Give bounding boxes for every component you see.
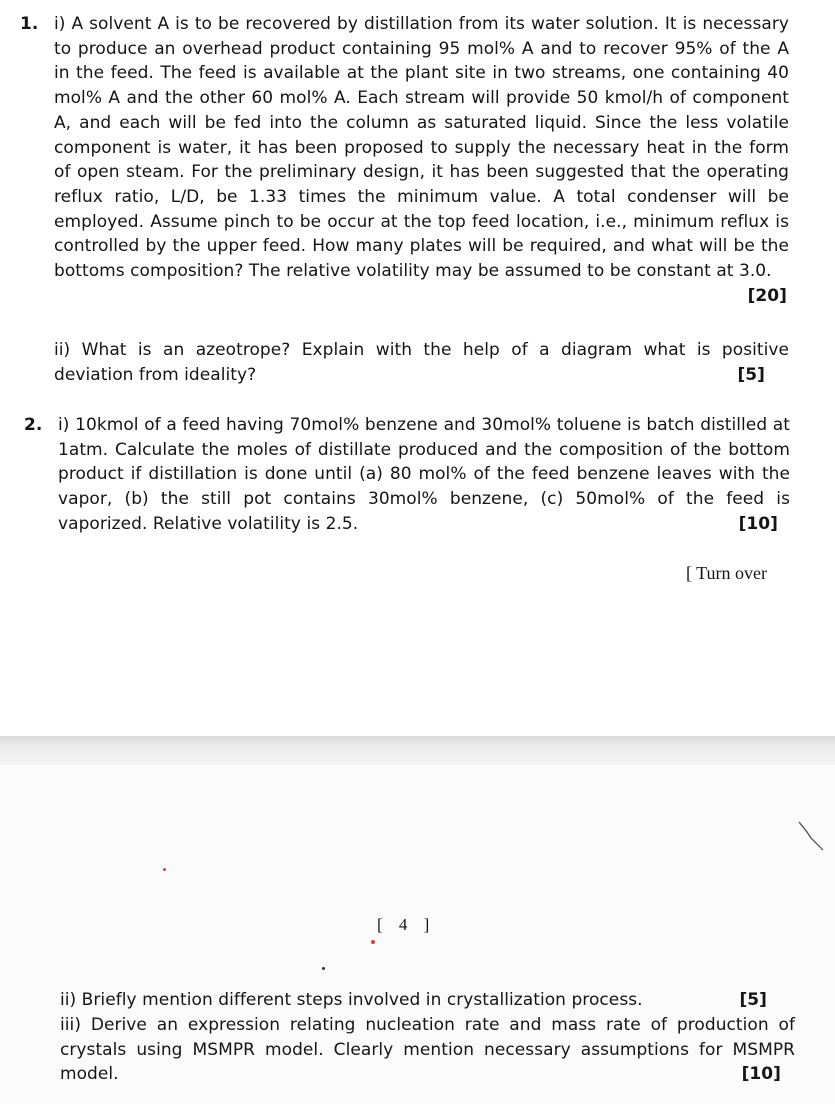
question-2-part-iii-text: iii) Derive an expression relating nucleation rate and mass rate of production of crystals using MSMPR model. Clearly mention necessary assumptions for MSMPR model. [60,1015,795,1085]
question-2-part-i-text: i) 10kmol of a feed having 70mol% benzene and 30mol% toluene is batch distilled at 1atm. Calculate the moles of distillate produced and the composition of the bottom product if distillation is done until (a) 80 mol% of the feed benzene leaves with the vapor, (b) the still pot contains 30mol% benzene, (c) 50mol% of the feed is vaporized. Relative volatility is 2.5. [58,415,790,534]
red-speck-mark [163,868,166,871]
question-1-part-ii-marks: [5] [737,364,765,385]
question-1-part-i-marks: [20] [747,285,787,306]
question-1-part-ii-text: ii) What is an azeotrope? Explain with the help of a diagram what is positive deviation from ideality? [54,340,789,385]
red-speck-mark [371,940,375,944]
question-1-number: 1. [20,14,39,34]
question-1-part-i [54,12,789,308]
ink-speck-mark [322,967,325,970]
question-2-part-iii [60,1013,795,1087]
question-2-part-i [58,413,790,537]
question-2-number: 2. [24,415,43,435]
question-2-part-i-marks: [10] [738,513,778,534]
question-1-part-i-text: i) A solvent A is to be recovered by distillation from its water solution. It is necessary to produce an overhead product containing 95 mol% A and to recover 95% of the A in the feed. The feed is available at the plant site in two streams, one containing 40 mol% A and the other 60 mol% A. Each stream will provide 50 kmol/h of component A, and each will be fed into the column as saturated liquid. Since the less volatile component is water, it has been proposed to supply the necessary heat in the form of open steam. For the preliminary design, it has been suggested that the operating reflux ratio, L/D, be 1.33 times the minimum value. A total condenser will be employed. Assume pinch to be occur at the top feed location, i.e., minimum reflux is controlled by the upper feed. How many plates will be required, and what will be the bottoms composition? The relative volatility may be assumed to be constant at 3.0. [54,14,789,282]
turn-over-note: [ Turn over [686,563,768,583]
question-2-part-iii-marks: [10] [741,1064,781,1085]
question-2-part-ii-text: ii) Briefly mention different steps involved in crystallization process. [60,990,643,1010]
page-separator [0,736,835,765]
pencil-stroke-mark [797,820,827,856]
question-2-part-ii-marks: [5] [739,990,767,1010]
question-1-part-ii [54,338,789,387]
question-2-part-ii [60,988,795,1013]
page-number: [ 4 ] [377,915,436,934]
